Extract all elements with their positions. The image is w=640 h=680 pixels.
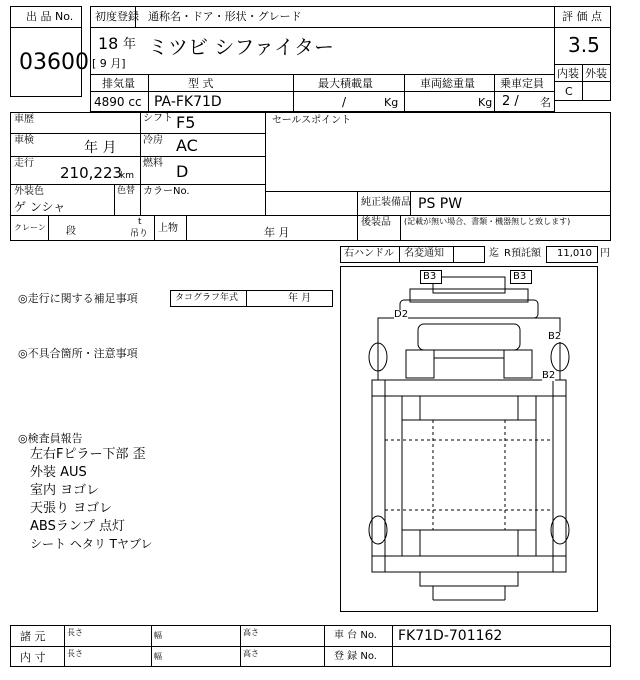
- gross-weight-label: 車両総重量: [420, 77, 475, 90]
- aftermarket-note: (記載が無い場合、書類・機器無しと致します): [404, 217, 571, 226]
- defects-label: ◎不具合箇所・注意事項: [18, 347, 138, 360]
- ac-label: 冷房: [143, 135, 163, 146]
- footer-spec-label: 諸 元: [20, 630, 46, 643]
- lot-no: 03600: [19, 50, 89, 75]
- width-label: 幅: [154, 652, 162, 661]
- fuel-label: 燃料: [143, 158, 163, 169]
- shift: F5: [176, 113, 196, 132]
- upper-value: 年 月: [264, 226, 290, 239]
- name-change-label: 名変通知: [404, 248, 444, 259]
- chassis-label: 車 台 No.: [334, 630, 377, 641]
- crane-label: クレーン: [14, 223, 46, 232]
- right-handle-label: 右ハンドル: [344, 248, 394, 259]
- mileage: 210,223: [60, 164, 123, 182]
- history-label: 車歴: [14, 114, 34, 125]
- model-label: 通称名・ドア・形状・グレード: [148, 10, 302, 23]
- shift-label: シフト: [143, 113, 173, 124]
- max-load-sep: /: [342, 95, 347, 109]
- inspector-item: 左右Fピラー下部 歪: [30, 447, 146, 462]
- car-name: ミツビ シファイター: [148, 35, 334, 59]
- crane-ton: t: [138, 217, 142, 227]
- standard-equipment-label: 純正装備品: [361, 197, 411, 208]
- exterior-color: ゲ ンシャ: [14, 200, 66, 214]
- sales-point-label: セールスポイント: [272, 115, 352, 126]
- fuel: D: [176, 162, 189, 181]
- recycle-label: R預託額: [504, 248, 541, 259]
- tachograph-value: 年 月: [288, 293, 312, 304]
- damage-mark-label: D2: [394, 309, 409, 320]
- gross-weight-unit: Kg: [478, 96, 493, 109]
- damage-mark-label: B2: [542, 370, 556, 381]
- inspection-label: 車検: [14, 135, 34, 146]
- displacement-label: 排気量: [102, 77, 135, 90]
- displacement: 4890 cc: [94, 95, 142, 109]
- model-code: PA-FK71D: [154, 94, 222, 110]
- ac: AC: [176, 136, 198, 155]
- crane-stage: 段: [66, 226, 76, 237]
- inspector-item: 天張り ヨゴレ: [30, 501, 113, 516]
- exterior-label: 外装: [585, 67, 607, 80]
- width-label: 幅: [154, 631, 162, 640]
- score-label: 評 価 点: [562, 10, 602, 23]
- recycle-amount: 11,010: [557, 248, 592, 259]
- type-label: 型 式: [188, 77, 214, 90]
- height-label: 高さ: [243, 649, 259, 658]
- capacity-label: 乗車定員: [500, 77, 544, 90]
- exterior-color-label: 外装色: [14, 186, 44, 197]
- capacity-unit: 名: [540, 96, 551, 109]
- footer-dim-label: 内 寸: [20, 651, 46, 664]
- reg-year-unit: 年: [123, 37, 137, 52]
- first-reg-label: 初度登録: [95, 10, 139, 23]
- inspector-item: シート ヘタリ Tヤブレ: [30, 537, 153, 551]
- tachograph-label: タコグラフ年式: [175, 293, 239, 303]
- inspector-item: ABSランプ 点灯: [30, 519, 125, 534]
- chassis-no: FK71D-701162: [398, 628, 503, 644]
- inspector-item: 室内 ヨゴレ: [30, 483, 100, 498]
- color-code-label: カラーNo.: [143, 186, 190, 197]
- inspection-value: 年 月: [84, 140, 117, 156]
- damage-mark-label: B2: [548, 331, 562, 342]
- mileage-unit: km: [120, 171, 134, 181]
- interior-label: 内装: [557, 67, 579, 80]
- inspector-item: 外装 AUS: [30, 465, 87, 480]
- damage-mark-label: B3: [513, 271, 527, 282]
- damage-mark-label: B3: [423, 271, 437, 282]
- reg-month: [ 9 月]: [92, 57, 126, 70]
- score: 3.5: [568, 33, 600, 57]
- max-load-label: 最大積載量: [318, 77, 373, 90]
- reg-year: 18: [98, 34, 119, 53]
- inspector-label: ◎検査員報告: [18, 432, 83, 445]
- length-label: 長さ: [67, 628, 83, 637]
- height-label: 高さ: [243, 628, 259, 637]
- length-label: 長さ: [67, 649, 83, 658]
- lot-no-label: 出 品 No.: [26, 10, 74, 23]
- capacity: 2 /: [502, 94, 519, 109]
- deadline-label: 迄: [489, 248, 499, 259]
- interior-grade: C: [565, 85, 573, 98]
- aftermarket-label: 後装品: [361, 217, 391, 228]
- travel-notes-label: ◎走行に関する補足事項: [18, 292, 138, 305]
- mileage-label: 走行: [14, 158, 34, 169]
- standard-equipment: PS PW: [418, 196, 463, 212]
- color-no-label: 色替: [117, 186, 136, 196]
- yen-unit: 円: [600, 248, 610, 259]
- upper-label: 上物: [158, 223, 178, 234]
- max-load-unit: Kg: [384, 96, 399, 109]
- reg-no-label: 登 録 No.: [334, 651, 377, 662]
- crane-hoist: 吊り: [130, 229, 149, 239]
